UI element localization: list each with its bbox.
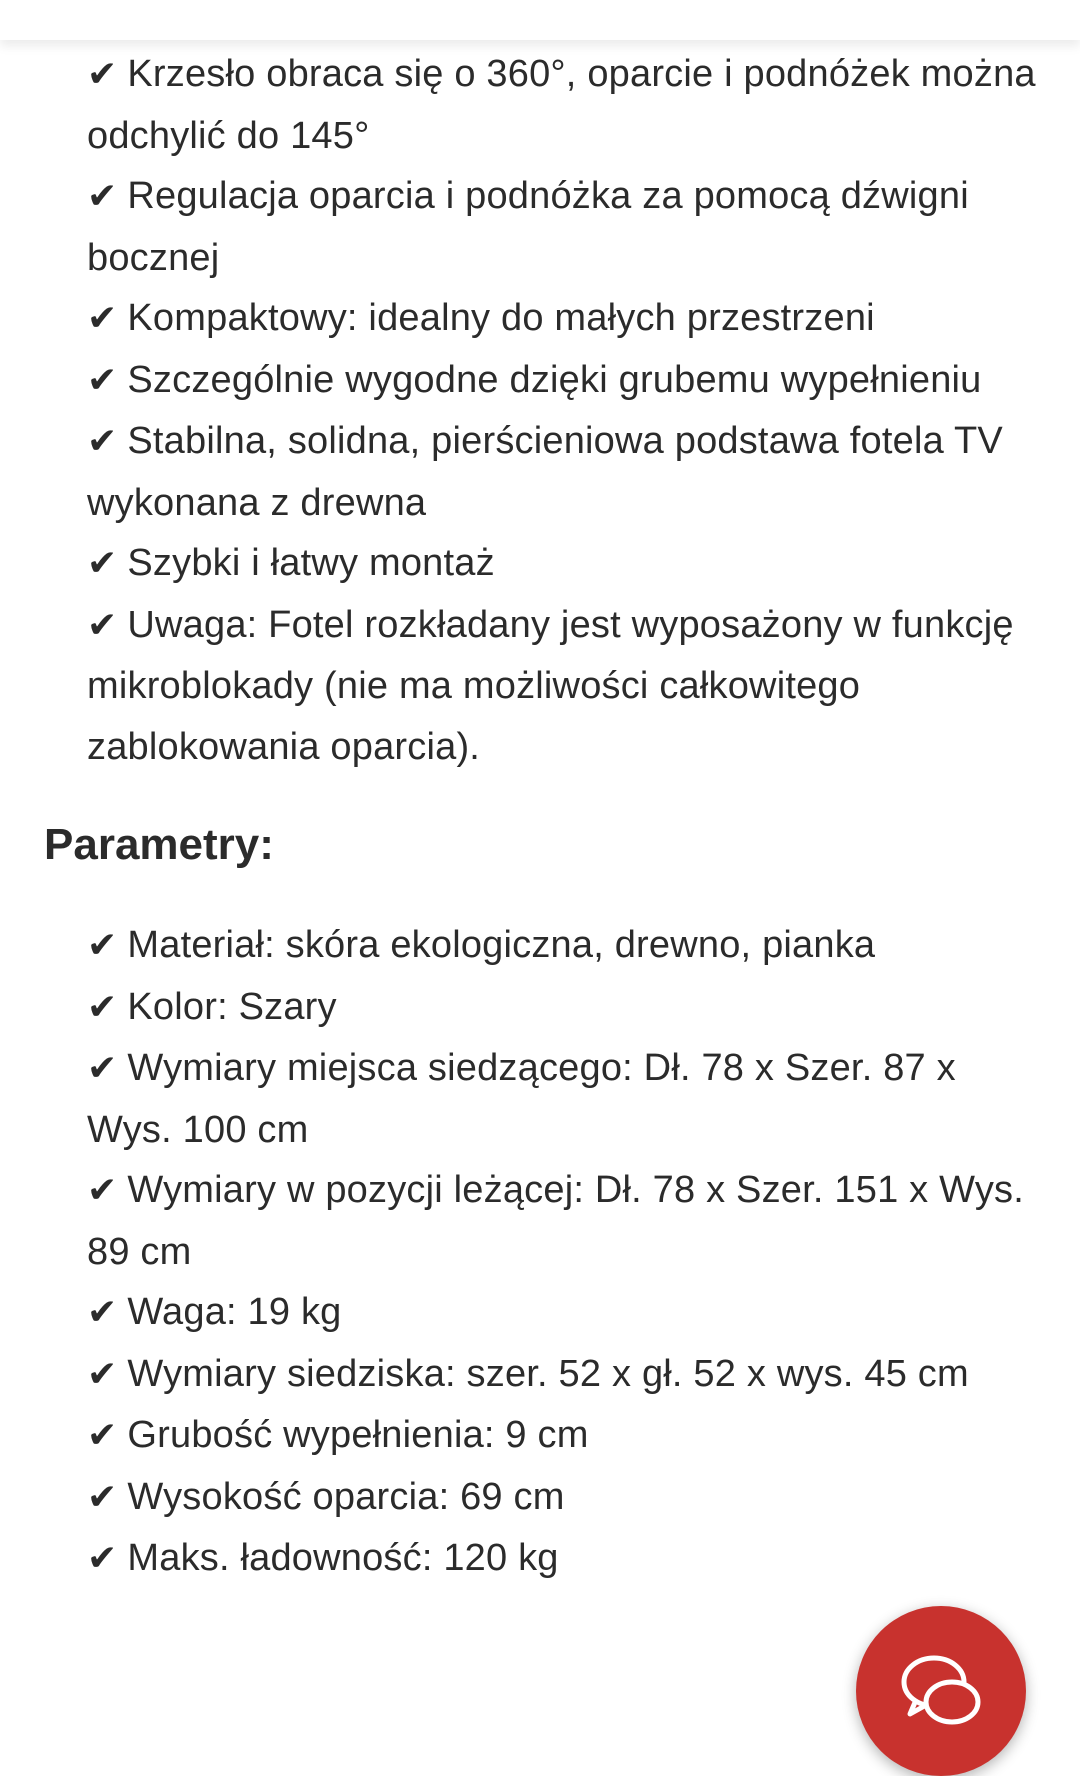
check-icon: ✔ xyxy=(87,1048,118,1089)
check-icon: ✔ xyxy=(87,421,118,462)
list-item: ✔ Szybki i łatwy montaż xyxy=(87,542,495,584)
check-icon: ✔ xyxy=(87,1292,118,1333)
check-icon: ✔ xyxy=(87,54,118,95)
product-description xyxy=(0,44,1080,1590)
check-icon: ✔ xyxy=(87,1170,118,1211)
check-icon: ✔ xyxy=(87,1353,118,1395)
parameter-list xyxy=(0,915,1047,1590)
list-item: ✔ Waga: 19 kg xyxy=(87,1291,342,1333)
list-item: ✔ Grubość wypełnienia: 9 cm xyxy=(87,1414,589,1456)
list-item: ✔ Szczególnie wygodne dzięki grubemu wypełnieniu xyxy=(87,358,982,401)
check-icon: ✔ xyxy=(87,1415,118,1456)
feature-list xyxy=(0,44,1047,777)
check-icon: ✔ xyxy=(87,604,118,646)
check-icon: ✔ xyxy=(87,359,118,401)
top-bar xyxy=(0,0,1080,40)
list-item: ✔ Regulacja oparcia i podnóżka za pomocą dźwigni bocznej xyxy=(87,175,969,279)
list-item: ✔ Materiał: skóra ekologiczna, drewno, pianka xyxy=(87,924,876,966)
check-icon: ✔ xyxy=(87,1538,118,1579)
check-icon: ✔ xyxy=(87,298,118,339)
check-icon: ✔ xyxy=(87,1476,118,1518)
list-item: ✔ Wymiary siedziska: szer. 52 x gł. 52 x wys. 45 cm xyxy=(87,1352,969,1395)
check-icon: ✔ xyxy=(87,986,118,1028)
check-icon: ✔ xyxy=(87,176,118,217)
list-item: ✔ Kompaktowy: idealny do małych przestrzeni xyxy=(87,297,875,339)
check-icon: ✔ xyxy=(87,925,118,966)
list-item: ✔ Wysokość oparcia: 69 cm xyxy=(87,1475,565,1518)
list-item: ✔ Maks. ładowność: 120 kg xyxy=(87,1537,559,1579)
params-heading: Parametry: xyxy=(44,820,274,869)
list-item: ✔ Krzesło obraca się o 360°, oparcie i podnóżek można odchylić do 145° xyxy=(87,53,1036,157)
check-icon: ✔ xyxy=(87,543,118,584)
list-item: ✔ Wymiary w pozycji leżącej: Dł. 78 x Szer. 151 x Wys. 89 cm xyxy=(87,1169,1025,1273)
chat-bubbles-icon xyxy=(886,1636,996,1746)
list-item: ✔ Stabilna, solidna, pierścieniowa podstawa fotela TV wykonana z drewna xyxy=(87,420,1003,524)
list-item: ✔ Wymiary miejsca siedzącego: Dł. 78 x Szer. 87 x Wys. 100 cm xyxy=(87,1047,956,1151)
list-item: ✔ Uwaga: Fotel rozkładany jest wyposażony w funkcję mikroblokady (nie ma możliwości całkowitego zablokowania oparcia). xyxy=(87,603,1014,768)
list-item: ✔ Kolor: Szary xyxy=(87,985,337,1028)
chat-button[interactable] xyxy=(856,1606,1026,1776)
